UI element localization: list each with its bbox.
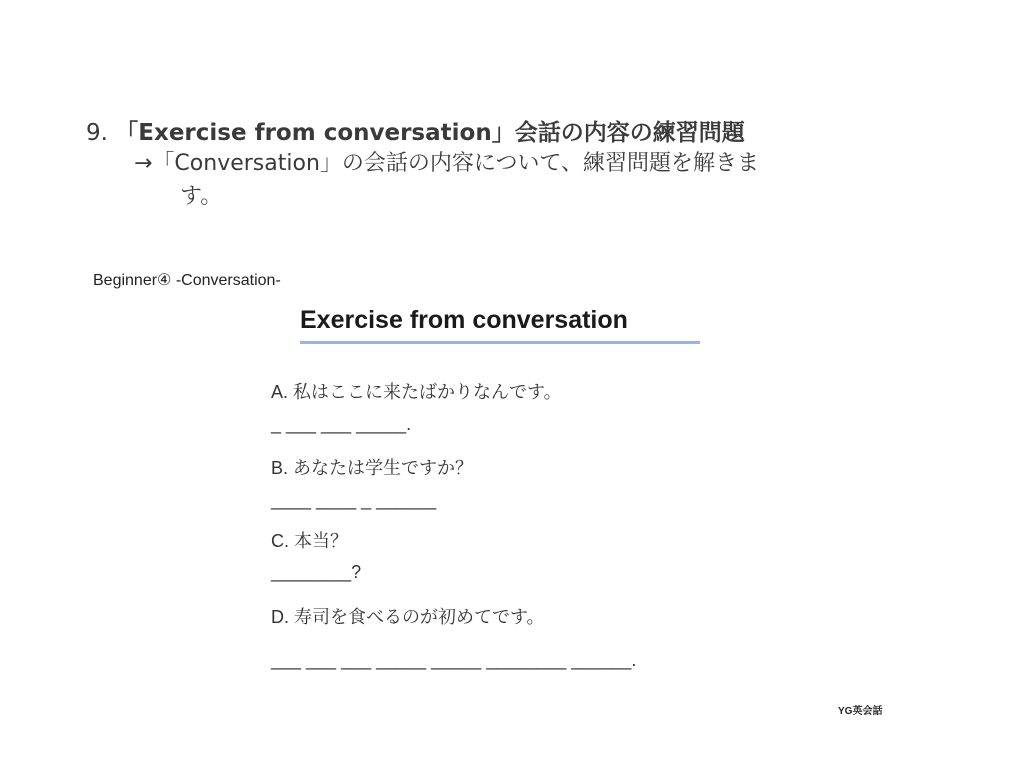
exercise-blanks-b: ____ ____ _ ______ <box>271 490 437 510</box>
panel-label: Beginner④ -Conversation- <box>93 272 281 289</box>
brand-logo: YG英会話 <box>838 706 883 717</box>
section-title: 「Exercise from conversation」会話の内容の練習問題 <box>115 120 745 146</box>
description-line-2: す。 <box>180 184 223 209</box>
section-heading <box>86 114 745 147</box>
exercise-item-c: C. 本当？ <box>271 531 349 551</box>
exercise-title: Exercise from conversation <box>300 306 700 344</box>
exercise-blanks-c: ________? <box>271 562 362 582</box>
exercise-item-a: A. 私はここに来たばかりなんです。 <box>271 382 562 402</box>
section-number: 9. <box>86 120 108 146</box>
exercise-item-d: D. 寿司を食べるのが初めてです。 <box>271 607 545 627</box>
section-description <box>134 147 934 213</box>
exercise-item-b: B. あなたは学生ですか？ <box>271 458 474 478</box>
exercise-blanks-d: ___ ___ ___ _____ _____ ________ ______. <box>271 650 637 670</box>
description-line-1: →「Conversation」の会話の内容について、練習問題を解きま <box>134 151 760 176</box>
exercise-blanks-a: _ ___ ___ _____. <box>271 414 412 434</box>
